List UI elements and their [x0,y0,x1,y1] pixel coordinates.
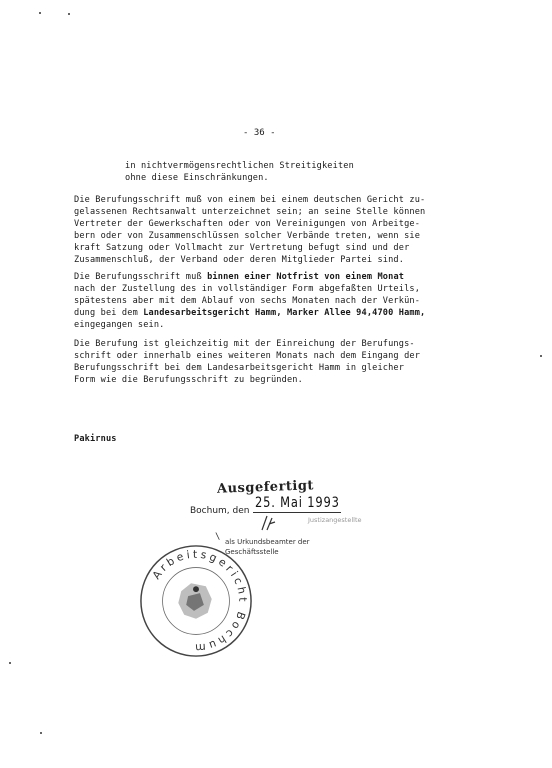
signature-mark [258,510,282,534]
text-line: dung bei dem Landesarbeitsgericht Hamm, Marker Allee 94,4700 Hamm, [74,308,426,318]
text-line: Die Berufungsschrift muß binnen einer Notfrist von einem Monat [74,272,405,282]
slash-mark: \ [215,532,221,542]
text-line: Zusammenschluß, der Verband oder deren Mitglieder Partei sind. [74,255,405,265]
text-line: gelassenen Rechtsanwalt unterzeichnet sein; an seine Stelle können [74,207,426,217]
signatory-name: Pakirnus [74,434,117,444]
text-line: kraft Satzung oder Vollmacht zur Vertretung befugt sind und der [74,243,410,253]
court-seal-icon [137,542,255,660]
text-line: eingegangen sein. [74,320,165,330]
svg-text:Arbeitsgericht Bochum: Arbeitsgericht Bochum [149,547,250,655]
clerk-line-2: Geschäftsstelle [225,548,279,556]
clerk-line-1: als Urkundsbeamter der [225,538,310,546]
faint-stamp-text: Justizangestellte [308,516,362,524]
bold-phrase: Landesarbeitsgericht Hamm, Marker Allee 94,4700 Hamm, [143,308,426,318]
page-number: - 36 - [243,128,276,138]
text-line: spätestens aber mit dem Ablauf von sechs Monaten nach der Verkün- [74,296,421,306]
text-line: ohne diese Einschränkungen. [125,173,269,183]
bold-phrase: binnen einer Notfrist von einem Monat [207,272,405,282]
stamp-city: Bochum, den [190,506,250,516]
text-line: Vertreter der Gewerkschaften oder von Vereinigungen von Arbeitge- [74,219,421,229]
text-line: nach der Zustellung des in vollständiger Form abgefaßten Urteils, [74,284,421,294]
text-line: Form wie die Berufungsschrift zu begründen. [74,375,303,385]
text-line: Die Berufung ist gleichzeitig mit der Einreichung der Berufungs- [74,339,415,349]
text-line: Die Berufungsschrift muß von einem bei einem deutschen Gericht zu- [74,195,426,205]
text-line: schrift oder innerhalb eines weiteren Monats nach dem Eingang der [74,351,421,361]
text-line: Berufungsschrift bei dem Landesarbeitsgericht Hamm in gleicher [74,363,405,373]
stamp-title: Ausgefertigt [216,478,315,497]
certification-stamp [120,480,420,680]
stamp-date: 25. Mai 1993 [255,495,340,511]
text-line: bern oder von Zusammenschlüssen solcher Verbände treten, wenn sie [74,231,421,241]
text-line: in nichtvermögensrechtlichen Streitigkeiten [125,161,354,171]
